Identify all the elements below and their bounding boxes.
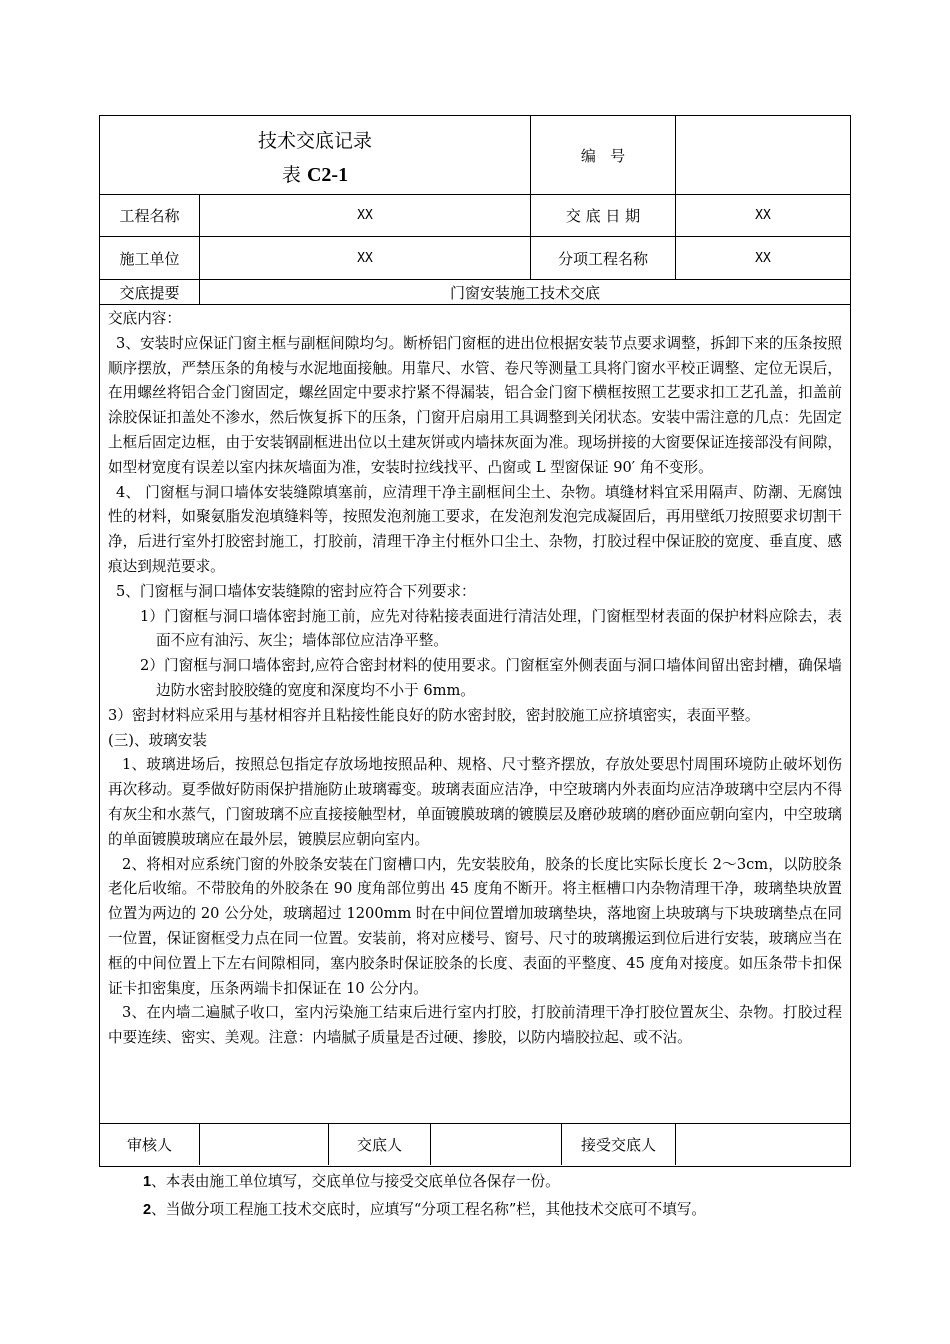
discloser-label: 交底人 [329, 1124, 431, 1165]
form-code-prefix: 表 [281, 164, 301, 186]
disclosure-content [100, 305, 850, 1124]
form-notes [143, 1168, 706, 1224]
form-title: 技术交底记录 [257, 130, 372, 152]
receiver-value [676, 1124, 850, 1165]
summary-label: 交底提要 [100, 280, 200, 304]
project-name-value: XX [200, 195, 531, 236]
glass-item-3: 3、在内墙二遍腻子收口，室内污染施工结束后进行室内打胶，打胶前清理干净打胶位置灰尘、杂物。打胶过程中要连续、密实、美观。注意：内墙腻子质量是否过硬、掺胶，以防内墙胶拉起、或不沾。 [108, 1004, 842, 1047]
content-item-5-2: 2）门窗框与洞口墙体密封,应符合密封材料的使用要求。门窗框室外侧表面与洞口墙体间留出密封槽，确保墙边防水密封胶胶缝的宽度和深度均不小于 6mm。 [140, 657, 842, 699]
reviewer-value [200, 1124, 329, 1165]
unit-label: 施工单位 [100, 237, 200, 279]
summary-value: 门窗安装施工技术交底 [449, 283, 600, 302]
form-code [100, 160, 530, 187]
subproject-value: XX [755, 250, 771, 266]
title-cell [100, 116, 531, 194]
receiver-label: 接受交底人 [562, 1124, 676, 1165]
unit-row [100, 237, 850, 280]
note-1-number: 1 [143, 1174, 152, 1190]
content-item-5-1: 1）门窗框与洞口墙体密封施工前，应先对待粘接表面进行清洁处理，门窗框型材表面的保护材料应除去，表面不应有油污、灰尘；墙体部位应洁净平整。 [140, 607, 842, 650]
header-row [100, 116, 850, 195]
form-code-value: C2-1 [306, 164, 349, 186]
note-1 [143, 1168, 706, 1196]
number-label-text: 编 号 [580, 146, 626, 165]
content-item-4: 4、 门窗框与洞口墙体安装缝隙填塞前，应清理干净主副框间尘土、杂物。填缝材料宜采用隔声、防潮、无腐蚀性的材料，如聚氨脂发泡填缝料等，按照发泡剂施工要求，在发泡剂发泡完成凝固后，再用壁纸刀按照要求切割干净，后进行室外打胶密封施工，打胶前，清理干净主付框外口尘土、杂物，打胶过程中保证胶的宽度、垂直度、感痕达到规范要求。 [108, 483, 842, 575]
content-heading: 交底内容： [108, 310, 181, 327]
number-label [531, 116, 676, 194]
date-value: XX [755, 208, 771, 223]
reviewer-label: 审核人 [100, 1124, 200, 1165]
summary-row [100, 280, 850, 305]
technical-disclosure-form [99, 115, 851, 1167]
note-2-number: 2 [143, 1202, 152, 1218]
content-item-3: 3、安装时应保证门窗主框与副框间隙均匀。断桥铝门窗框的进出位根据安装节点要求调整，拆卸下来的压条按照顺序摆放，严禁压条的角棱与水泥地面接触。用靠尺、水管、卷尺等测量工具将门窗水平校正调整、定位无误后，在用螺丝将铝合金门窗固定，螺丝固定中要求拧紧不得漏装，铝合金门窗下横框按照工艺要求扣工艺孔盖，扣盖前涂胶保证扣盖处不渗水，然后恢复拆下的压条，门窗开启扇用工具调整到关闭状态。安装中需注意的几点：先固定上框后固定边框，由于安装钢副框进出位以土建灰饼或内墙抹灰面为准。现场拼接的大窗要保证连接部没有间隙，如型材宽度有误差以室内抹灰墙面为准，安装时拉线找平、凸窗或 L 型窗保证 90′ 角不变形。 [108, 334, 842, 476]
glass-item-2: 2、将相对应系统门窗的外胶条安装在门窗槽口内，先安装胶角，胶条的长度比实际长度长 2～3cm，以防胶条老化后收缩。不带胶角的外胶条在 90 度角部位剪出 45 度角不断开。将主框槽口内杂物清理干净，玻璃垫块放置位置为两边的 20 公分处，玻璃超过 1200mm 时在中间位置增加玻璃垫块，落地窗上块玻璃与下块玻璃垫点在同一位置，保证窗框受力点在同一位置。安装前，将对应楼号、窗号、尺寸的玻璃搬运到位后进行安装，玻璃应当在框的中间位置上下左右间隙相同，塞内胶条时保证胶条的长度、表面的平整度、45 度角对接度。如压条带卡扣保证卡扣密集度，压条两端卡扣保证在 10 公分内。 [108, 855, 842, 997]
subproject-label: 分项工程名称 [531, 237, 676, 279]
note-2 [143, 1196, 706, 1224]
number-value [676, 116, 850, 194]
content-item-5-3: 3）密封材料应采用与基材相容并且粘接性能良好的防水密封胶，密封胶施工应挤填密实，表面平整。 [108, 706, 760, 724]
discloser-value [431, 1124, 562, 1165]
signature-row [100, 1124, 850, 1165]
content-item-5: 5、门窗框与洞口墙体安装缝隙的密封应符合下列要求： [116, 582, 476, 600]
unit-value: XX [200, 237, 531, 279]
project-row [100, 195, 850, 237]
date-label: 交 底 日 期 [531, 195, 676, 236]
glass-item-1: 1、玻璃进场后，按照总包指定存放场地按照品种、规格、尺寸整齐摆放，存放处要思忖周围环境防止破坏划伤再次移动。夏季做好防雨保护措施防止玻璃霉变。玻璃表面应洁净，中空玻璃内外表面均应洁净玻璃中空层内不得有灰尘和水蒸气，门窗玻璃不应直接接触型材，单面镀膜玻璃的镀膜层及磨砂玻璃的磨砂面应朝向室内，中空玻璃的单面镀膜玻璃应在最外层，镀膜层应朝向室内。 [108, 756, 842, 848]
section-glass-installation: (三)、玻璃安装 [108, 731, 207, 749]
project-name-label: 工程名称 [100, 195, 200, 236]
note-1-text: 、本表由施工单位填写，交底单位与接受交底单位各保存一份。 [151, 1173, 560, 1190]
note-2-text: 、当做分项工程施工技术交底时，应填写“分项工程名称”栏，其他技术交底可不填写。 [151, 1201, 707, 1218]
